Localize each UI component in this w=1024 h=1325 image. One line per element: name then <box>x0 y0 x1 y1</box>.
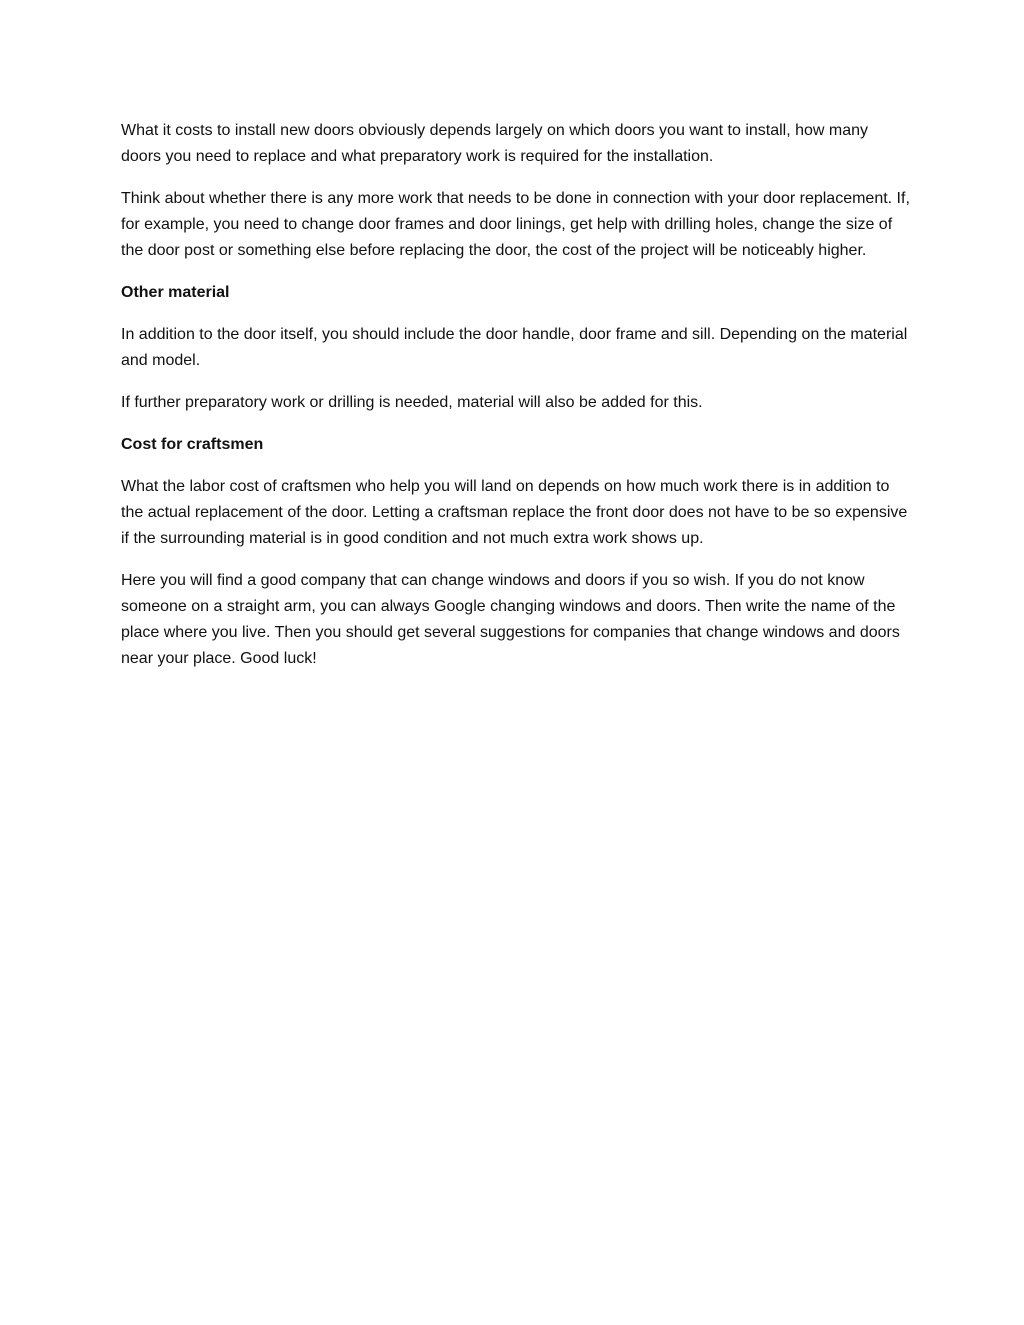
other-material-paragraph-1: In addition to the door itself, you should include the door handle, door frame and sill. Depending on the material and model. <box>121 326 908 369</box>
craftsmen-paragraph-1: What the labor cost of craftsmen who help you will land on depends on how much work there is in addition to the actual replacement of the door. Letting a craftsman replace the front door does not have to be so expensive if the surrounding material is in good condition and not much extra work shows up. <box>121 478 908 547</box>
heading-other-material: Other material <box>121 284 230 301</box>
other-material-paragraph-2: If further preparatory work or drilling is needed, material will also be added for this. <box>121 394 703 411</box>
document-page <box>121 118 911 688</box>
craftsmen-paragraph-2: Here you will find a good company that can change windows and doors if you so wish. If you do not know someone on a straight arm, you can always Google changing windows and doors. Then write the name of the place where you live. Then you should get several suggestions for companies that change windows and doors near your place. Good luck! <box>121 572 900 667</box>
intro-paragraph-1: What it costs to install new doors obviously depends largely on which doors you want to install, how many doors you need to replace and what preparatory work is required for the installation. <box>121 122 869 165</box>
intro-paragraph-2: Think about whether there is any more work that needs to be done in connection with your door replacement. If, for example, you need to change door frames and door linings, get help with drilling holes, change the size of the door post or something else before replacing the door, the cost of the project will be noticeably higher. <box>121 190 910 259</box>
heading-cost-for-craftsmen: Cost for craftsmen <box>121 436 264 453</box>
